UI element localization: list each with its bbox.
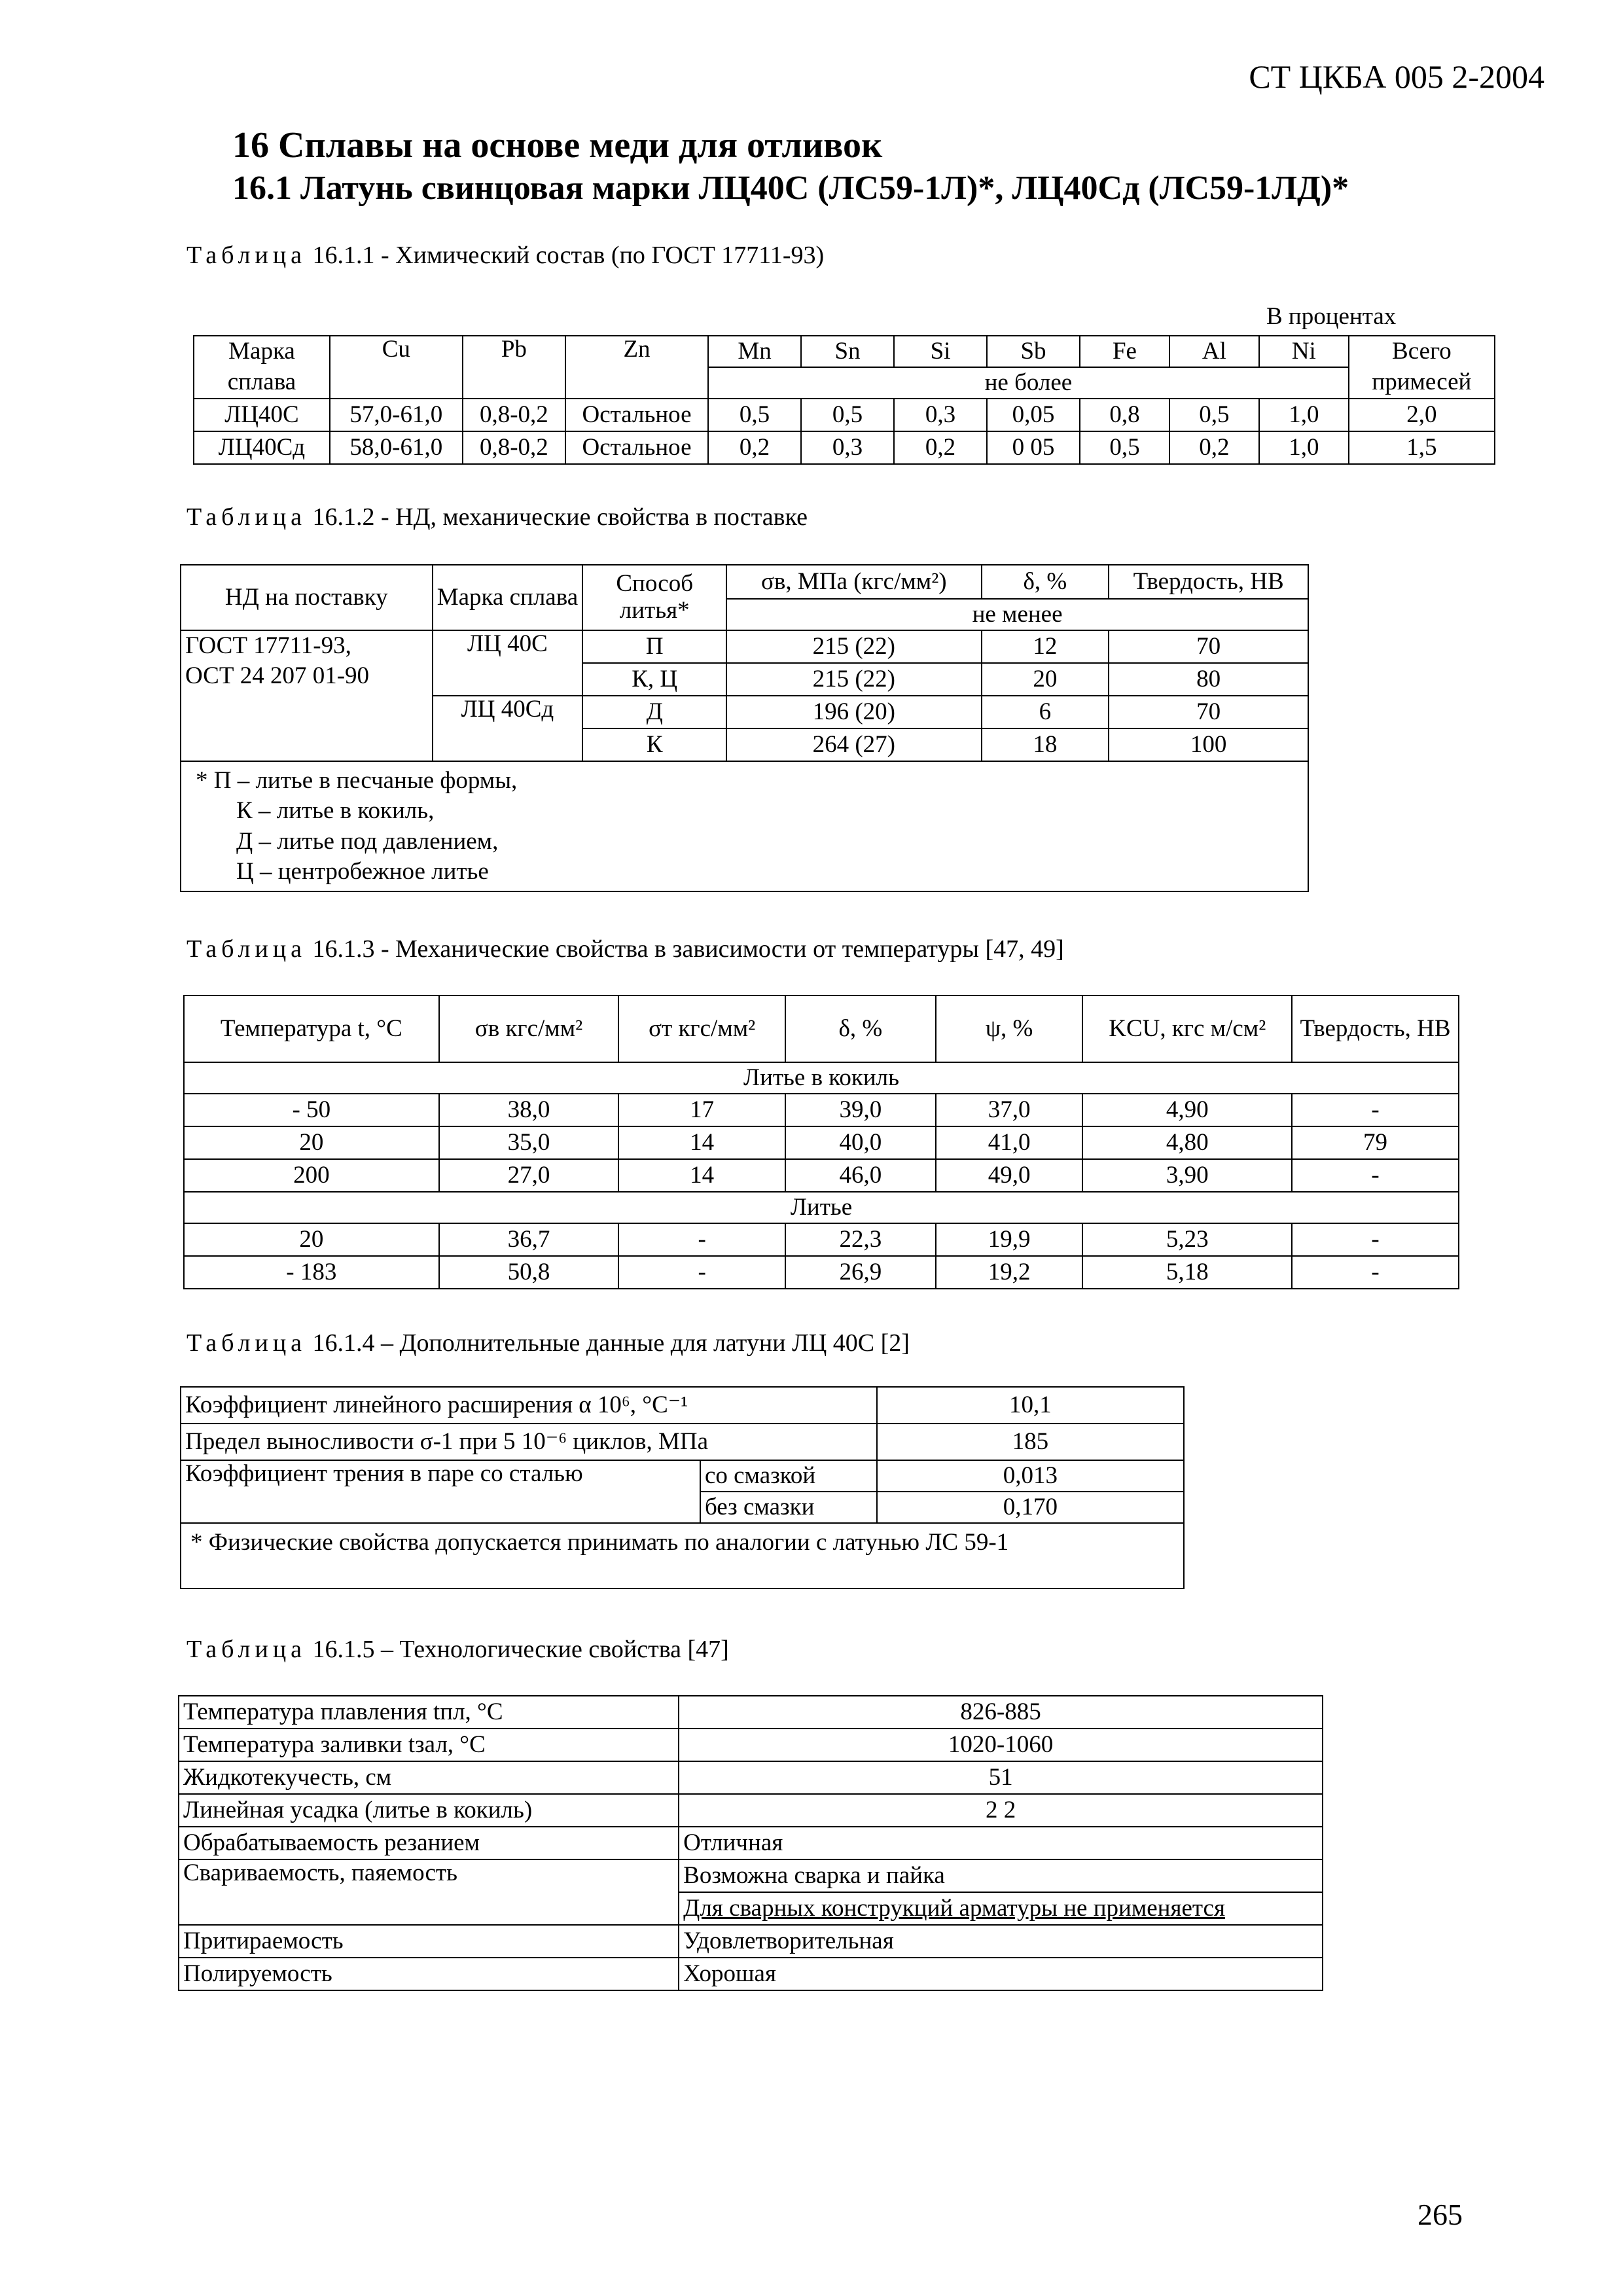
section-title: 16 Сплавы на основе меди для отливок [232, 125, 883, 166]
sub-label: без смазки [700, 1492, 877, 1523]
cell: 46,0 [785, 1159, 936, 1192]
not-less-label: не менее [726, 599, 1308, 630]
table-row [184, 1223, 1459, 1256]
row-value: 0,170 [877, 1492, 1184, 1523]
cell: 200 [184, 1159, 439, 1192]
cell: 49,0 [936, 1159, 1083, 1192]
cell: 264 (27) [726, 728, 981, 761]
table-1-caption: Таблица 16.1.1 - Химический состав (по ГОСТ 17711-93) [187, 242, 825, 269]
table-row [184, 1256, 1459, 1289]
nd-line: ГОСТ 17711-93, [185, 632, 351, 659]
col-header: Pb [463, 336, 565, 399]
row-value: 185 [877, 1424, 1184, 1460]
row-label: Предел выносливости σ-1 при 5 10⁻⁶ циклов, МПа [181, 1424, 877, 1460]
col-header: Температура t, °С [184, 996, 439, 1062]
chemical-composition-table [193, 335, 1495, 465]
sub-label: со смазкой [700, 1460, 877, 1492]
col-header: Марка сплава [433, 565, 583, 630]
cell: 19,9 [936, 1223, 1083, 1256]
cell: 40,0 [785, 1126, 936, 1159]
cell: 14 [618, 1159, 785, 1192]
document-code: СТ ЦКБА 005 2-2004 [1249, 58, 1544, 95]
cell: 18 [982, 728, 1109, 761]
cell: 58,0-61,0 [330, 431, 463, 464]
cell: 0,5 [1080, 431, 1169, 464]
cell: 37,0 [936, 1094, 1083, 1126]
col-header: сплава [194, 367, 330, 399]
cell: 0,2 [1169, 431, 1259, 464]
cell: 0,05 [987, 399, 1080, 431]
col-header: Sb [987, 336, 1080, 367]
cell: 0,8-0,2 [463, 431, 565, 464]
property-label: Жидкотекучесть, см [179, 1761, 679, 1794]
table-row [179, 1794, 1323, 1827]
cell: 215 (22) [726, 663, 981, 696]
col-header: Al [1169, 336, 1259, 367]
cell: К, Ц [582, 663, 726, 696]
property-label: Полируемость [179, 1958, 679, 1990]
cell: 6 [982, 696, 1109, 728]
casting-notes [181, 761, 1308, 891]
cell: 0 05 [987, 431, 1080, 464]
cell: - [618, 1256, 785, 1289]
col-header: Марка [194, 336, 330, 367]
cell: - [1292, 1256, 1459, 1289]
subsection-title: 16.1 Латунь свинцовая марки ЛЦ40С (ЛС59-1Л)*, ЛЦ40Сд (ЛС59-1ЛД)* [232, 170, 1349, 207]
cell: 20 [184, 1126, 439, 1159]
cell: 39,0 [785, 1094, 936, 1126]
cell: 0,2 [708, 431, 801, 464]
cell: 5,23 [1082, 1223, 1292, 1256]
cell: 38,0 [439, 1094, 619, 1126]
cell: - 50 [184, 1094, 439, 1126]
nd-line: ОСТ 24 207 01-90 [185, 662, 370, 690]
cell: 41,0 [936, 1126, 1083, 1159]
cell: 5,18 [1082, 1256, 1292, 1289]
cell: 215 (22) [726, 630, 981, 663]
property-label: Обрабатываемость резанием [179, 1827, 679, 1859]
cell: П [582, 630, 726, 663]
col-header: σв кгс/мм² [439, 996, 619, 1062]
table-row [179, 1827, 1323, 1859]
table-row [179, 1958, 1323, 1990]
grade-cell: ЛЦ 40Сд [433, 696, 583, 761]
row-label: Коэффициент линейного расширения α 10⁶, °С⁻¹ [181, 1387, 877, 1424]
cell: 50,8 [439, 1256, 619, 1289]
cell: ЛЦ40С [194, 399, 330, 431]
cell: 17 [618, 1094, 785, 1126]
cell: 19,2 [936, 1256, 1083, 1289]
col-header: Zn [565, 336, 708, 399]
table-3-caption: Таблица 16.1.3 - Механические свойства в зависимости от температуры [47, 49] [187, 935, 1064, 963]
col-header: Твердость, НВ [1292, 996, 1459, 1062]
cell: 2,0 [1349, 399, 1495, 431]
cell: - 183 [184, 1256, 439, 1289]
col-header: δ, % [982, 565, 1109, 599]
col-header: примесей [1349, 367, 1495, 399]
cell: 0,5 [708, 399, 801, 431]
note-line: * П – литье в песчаные формы, [196, 767, 518, 794]
note-line: Д – литье под давлением, [236, 827, 499, 855]
property-label: Температура заливки tзал, °С [179, 1729, 679, 1761]
cell: 0,5 [801, 399, 894, 431]
table-2-caption: Таблица 16.1.2 - НД, механические свойства в поставке [187, 503, 808, 531]
property-value: Возможна сварка и пайка [679, 1859, 1323, 1892]
cell: 57,0-61,0 [330, 399, 463, 431]
group-header: Литье [184, 1192, 1459, 1223]
cell: 70 [1109, 630, 1308, 663]
cell: 0,8 [1080, 399, 1169, 431]
col-header: KCU, кгс м/см² [1082, 996, 1292, 1062]
col-header: Способ литья* [582, 565, 726, 630]
cell: 27,0 [439, 1159, 619, 1192]
cell: 1,5 [1349, 431, 1495, 464]
table-row [179, 1859, 1323, 1892]
table-row [194, 399, 1495, 431]
table-row [179, 1696, 1323, 1729]
cell: - [618, 1223, 785, 1256]
col-header: Cu [330, 336, 463, 399]
property-label: Свариваемость, паяемость [179, 1859, 679, 1925]
col-header: Ni [1259, 336, 1349, 367]
grade-cell: ЛЦ 40С [433, 630, 583, 696]
cell: 3,90 [1082, 1159, 1292, 1192]
cell: 20 [982, 663, 1109, 696]
property-label: Притираемость [179, 1925, 679, 1958]
cell: 20 [184, 1223, 439, 1256]
cell: 22,3 [785, 1223, 936, 1256]
cell: 0,2 [894, 431, 987, 464]
table-row [194, 431, 1495, 464]
cell: 0,8-0,2 [463, 399, 565, 431]
col-header: σв, МПа (кгс/мм²) [726, 565, 981, 599]
table-row [179, 1761, 1323, 1794]
not-more-label: не более [708, 367, 1349, 399]
mechanical-properties-table [180, 564, 1309, 892]
property-value: Удовлетворительная [679, 1925, 1323, 1958]
cell: 35,0 [439, 1126, 619, 1159]
group-header: Литье в кокиль [184, 1062, 1459, 1094]
table-5-caption: Таблица 16.1.5 – Технологические свойства [47] [187, 1636, 729, 1663]
note-line: К – литье в кокиль, [236, 797, 435, 825]
cell: 1,0 [1259, 431, 1349, 464]
cell: 36,7 [439, 1223, 619, 1256]
cell: 100 [1109, 728, 1308, 761]
nd-cell [181, 630, 433, 761]
cell: - [1292, 1223, 1459, 1256]
row-value: 0,013 [877, 1460, 1184, 1492]
table-row [184, 1094, 1459, 1126]
table-row [179, 1925, 1323, 1958]
cell: 1,0 [1259, 399, 1349, 431]
temperature-properties-table [183, 995, 1459, 1289]
cell: 196 (20) [726, 696, 981, 728]
cell: 12 [982, 630, 1109, 663]
property-value: Отличная [679, 1827, 1323, 1859]
cell: 0,3 [801, 431, 894, 464]
table-row [179, 1729, 1323, 1761]
cell: К [582, 728, 726, 761]
cell: 4,80 [1082, 1126, 1292, 1159]
table-row [181, 630, 1308, 663]
property-label: Температура плавления tпл, °С [179, 1696, 679, 1729]
property-value: Для сварных конструкций арматуры не применяется [679, 1892, 1323, 1925]
col-header: НД на поставку [181, 565, 433, 630]
col-header: σт кгс/мм² [618, 996, 785, 1062]
col-header: Fe [1080, 336, 1169, 367]
cell: 80 [1109, 663, 1308, 696]
property-value: Хорошая [679, 1958, 1323, 1990]
physical-properties-note: * Физические свойства допускается принимать по аналогии с латунью ЛС 59-1 [181, 1523, 1184, 1588]
cell: 26,9 [785, 1256, 936, 1289]
cell: Д [582, 696, 726, 728]
table-4-caption: Таблица 16.1.4 – Дополнительные данные для латуни ЛЦ 40С [2] [187, 1329, 910, 1357]
property-value: 2 2 [679, 1794, 1323, 1827]
cell: ЛЦ40Сд [194, 431, 330, 464]
row-value: 10,1 [877, 1387, 1184, 1424]
units-note: В процентах [1266, 303, 1397, 330]
page-number: 265 [1418, 2198, 1463, 2231]
cell: Остальное [565, 399, 708, 431]
row-label: Коэффициент трения в паре со сталью [181, 1460, 700, 1523]
property-value: 51 [679, 1761, 1323, 1794]
property-value: 1020-1060 [679, 1729, 1323, 1761]
technological-properties-table [178, 1695, 1323, 1991]
additional-data-table [180, 1386, 1185, 1589]
col-header: Sn [801, 336, 894, 367]
cell: - [1292, 1094, 1459, 1126]
cell: 14 [618, 1126, 785, 1159]
table-row [184, 1126, 1459, 1159]
col-header: δ, % [785, 996, 936, 1062]
cell: 0,5 [1169, 399, 1259, 431]
col-header: Si [894, 336, 987, 367]
cell: 0,3 [894, 399, 987, 431]
cell: - [1292, 1159, 1459, 1192]
cell: Остальное [565, 431, 708, 464]
table-row [184, 1159, 1459, 1192]
cell: 79 [1292, 1126, 1459, 1159]
col-header: Mn [708, 336, 801, 367]
col-header: ψ, % [936, 996, 1083, 1062]
col-header: Всего [1349, 336, 1495, 367]
note-line: Ц – центробежное литье [236, 857, 489, 885]
property-label: Линейная усадка (литье в кокиль) [179, 1794, 679, 1827]
cell: 4,90 [1082, 1094, 1292, 1126]
cell: 70 [1109, 696, 1308, 728]
property-value: 826-885 [679, 1696, 1323, 1729]
col-header: Твердость, НВ [1109, 565, 1308, 599]
